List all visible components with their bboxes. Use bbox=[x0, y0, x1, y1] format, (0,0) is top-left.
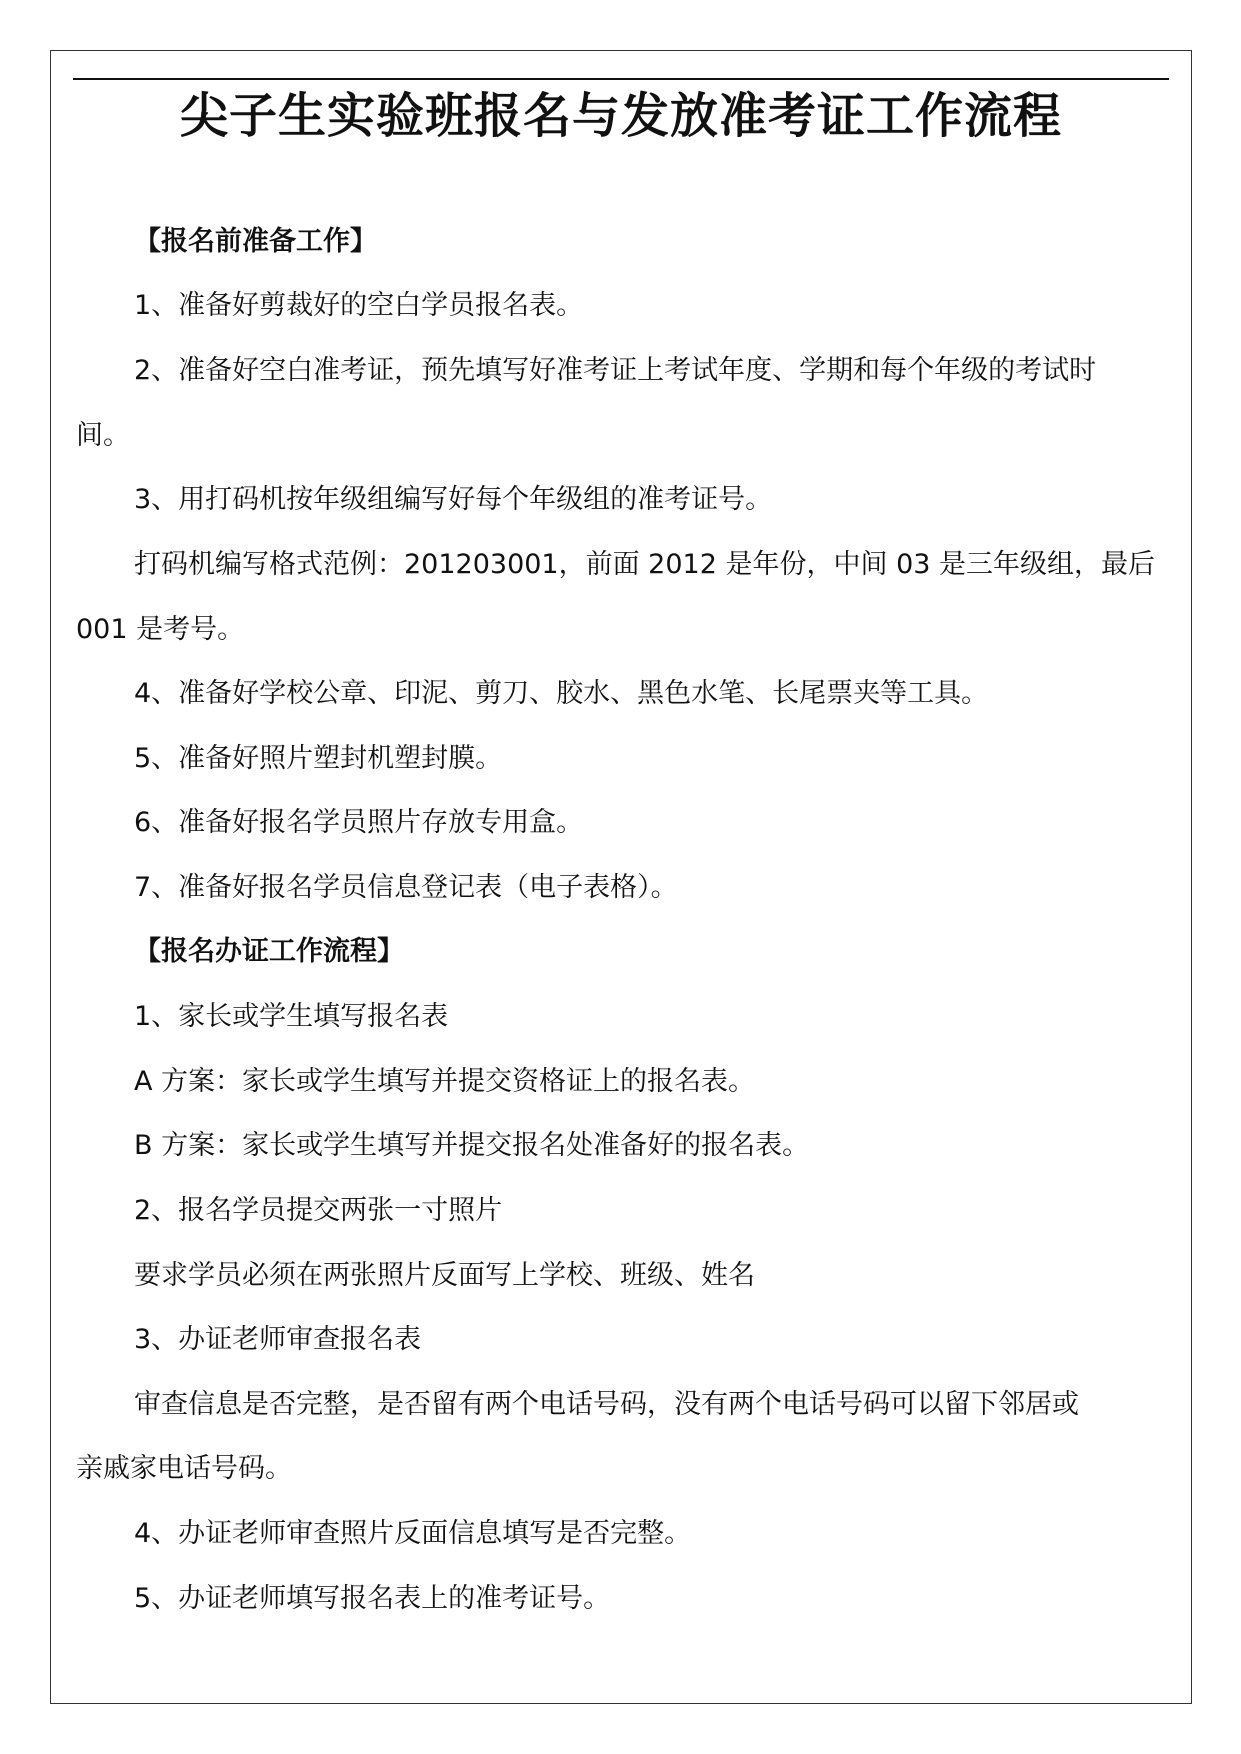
paragraph-line: 5、办证老师填写报名表上的准考证号。 bbox=[134, 1583, 611, 1614]
paragraph-line: B 方案：家长或学生填写并提交报名处准备好的报名表。 bbox=[134, 1130, 810, 1161]
paragraph-line: 5、准备好照片塑封机塑封膜。 bbox=[134, 743, 503, 774]
paragraph-line: 4、准备好学校公章、印泥、剪刀、胶水、黑色水笔、长尾票夹等工具。 bbox=[134, 678, 989, 709]
paragraph-line: 要求学员必须在两张照片反面写上学校、班级、姓名 bbox=[134, 1260, 755, 1291]
paragraph-line: 7、准备好报名学员信息登记表（电子表格）。 bbox=[134, 872, 678, 903]
paragraph-line: A 方案：家长或学生填写并提交资格证上的报名表。 bbox=[134, 1066, 756, 1097]
paragraph-line: 3、用打码机按年级组编写好每个年级组的准考证号。 bbox=[134, 484, 773, 515]
section-heading-preparation: 【报名前准备工作】 bbox=[134, 226, 377, 257]
paragraph-line: 001 是考号。 bbox=[76, 614, 245, 645]
paragraph-line: 打码机编写格式范例：201203001，前面 2012 是年份，中间 03 是三年级组，最后 bbox=[134, 549, 1156, 580]
section-heading-registration: 【报名办证工作流程】 bbox=[134, 936, 404, 967]
paragraph-line: 1、准备好剪裁好的空白学员报名表。 bbox=[134, 290, 584, 321]
paragraph-line: 3、办证老师审查报名表 bbox=[134, 1324, 422, 1355]
paragraph-line: 亲戚家电话号码。 bbox=[76, 1453, 292, 1484]
paragraph-line: 2、准备好空白准考证，预先填写好准考证上考试年度、学期和每个年级的考试时 bbox=[134, 355, 1097, 386]
paragraph-line: 4、办证老师审查照片反面信息填写是否完整。 bbox=[134, 1518, 692, 1549]
paragraph-line: 审查信息是否完整，是否留有两个电话号码，没有两个电话号码可以留下邻居或 bbox=[134, 1389, 1079, 1420]
document-title: 尖子生实验班报名与发放准考证工作流程 bbox=[179, 88, 1062, 144]
paragraph-line: 6、准备好报名学员照片存放专用盒。 bbox=[134, 807, 584, 838]
paragraph-line: 1、家长或学生填写报名表 bbox=[134, 1001, 449, 1032]
paragraph-line: 间。 bbox=[76, 420, 130, 451]
title-top-rule bbox=[73, 78, 1169, 80]
paragraph-line: 2、报名学员提交两张一寸照片 bbox=[134, 1195, 503, 1226]
